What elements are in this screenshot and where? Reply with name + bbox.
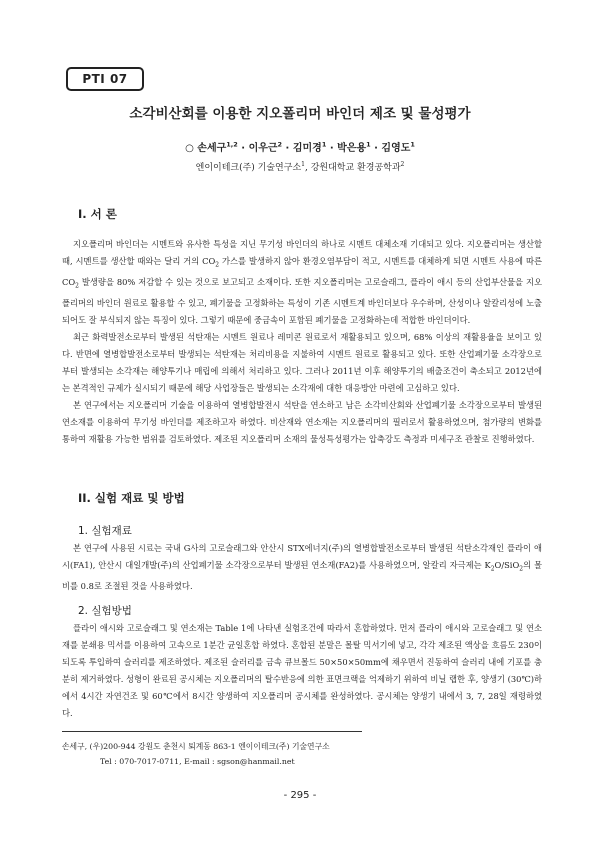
text-run: 지오폴리머 바인더는 시멘트와 유사한 특성을 지닌 무기성 바인더의 하나로 시멘트 대체소재 기대되고 있다. 지오폴리머는 생산할 때, 시멘트를 생산할 때와는 달리 거의 CO	[62, 239, 542, 267]
presenter-mark: ○	[185, 143, 194, 154]
session-code: PTI 07	[82, 72, 128, 86]
materials-body	[62, 540, 542, 595]
page-number: - 295 -	[283, 790, 317, 801]
methods-paragraph: 플라이 애시와 고로슬래그 및 연소재는 Table 1에 나타낸 실험조건에 따라서 혼합하였다. 먼저 플라이 애시와 고로슬래그 및 연소재를 분쇄용 믹서를 이용하여 고속으로 1분간 균일혼합 하였다. 혼합된 분말은 몰탈 믹서기에 넣고, 각각 제조된 액상을 흐름도 230이 되도록 투입하여 슬러리를 제조하였다. 제조된 슬러리를 금속 큐브몰드 50×50×50mm에 채우면서 진동하여 슬러리 내에 기포를 충분히 제거하였다. 성형이 완료된 공시체는 지오폴리머의 탈수반응에 의한 표면크랙을 억제하기 위하여 비닐 랩한 후, 양생기 (30℃)하에서 4시간 자연건조 및 60℃에서 8시간 양생하여 지오폴리머 공시체를 완성하였다. 공시체는 양생기 내에서 3, 7, 28일 재령하였다.	[62, 623, 542, 719]
subscript: 2	[519, 565, 524, 573]
intro-body	[62, 236, 542, 448]
affiliation-1-sup: 1	[301, 161, 305, 168]
author-sup: 2	[277, 140, 283, 149]
author-separator: ·	[282, 143, 293, 154]
author-sup: 1	[321, 140, 327, 149]
footnote	[62, 739, 330, 769]
section-heading-intro: I. 서 론	[78, 207, 117, 221]
author-name: 박은용	[337, 143, 367, 154]
affiliation-1: 엔이이테크(주) 기술연구소	[195, 163, 302, 173]
intro-paragraph-2: 최근 화력발전소로부터 발생된 석탄재는 시멘트 원료나 레미콘 원료로서 재활용되고 있으며, 68% 이상의 재활용율을 보이고 있다. 반면에 열병합발전소로부터 발생되는 석탄재는 처리비용을 지불하여 시멘트 원료로 활용되고 있다. 또한 산업폐기물 소각장으로부터 발생되는 소각재는 해양투기나 매립에 의해서 처리하고 있다. 그러나 2011년 이후 해양투기의 배출조건이 축소되고 2012년에는 본격적인 규제가 실시되기 때문에 해당 사업장들은 발생되는 소각재에 대한 대응방안 마련에 고심하고 있다.	[62, 331, 542, 394]
author-name: 손세구	[197, 143, 227, 154]
footnote-contact: Tel : 070-7017-0711, E-mail : sgson@hanmail.net	[100, 757, 295, 766]
session-code-box	[66, 67, 144, 91]
subscript: 2	[490, 565, 495, 573]
affiliations	[0, 160, 600, 173]
affiliation-2-sup: 2	[400, 161, 405, 168]
intro-paragraph-1	[62, 236, 542, 329]
text-run: O/SiO	[494, 560, 520, 571]
author-sup: 1,2	[226, 140, 238, 149]
author-separator: ·	[370, 143, 382, 154]
affiliation-separator: ,	[304, 163, 311, 173]
text-run: 본 연구에 사용된 시료는 국내 G사의 고로슬래그와 안산시 STX에너지(주)의 열병합발전소로부터 발생된 석탄소각재인 플라이 애시(FA1), 안산시 대일개발(주)의 산업폐기물 소각장으로부터 발생된 연소재(FA2)를 사용하였으며, 알칼리 자극제는 K	[62, 543, 542, 571]
intro-paragraph-3: 본 연구에서는 지오폴리머 기술을 이용하여 열병합발전시 석탄을 연소하고 남은 소각비산회와 산업폐기물 소각장으로부터 발생된 연소재를 이용하여 무기성 바인더를 제조하고자 하였다. 비산재와 연소재는 지오폴리머의 필러로서 활용하였으며, 첨가량의 변화를 통하여 재활용 가능한 범위를 검토하였다. 제조된 지오폴리머 소재의 물성특성평가는 압축강도 측정과 미세구조 관찰로 진행하였다.	[62, 400, 542, 445]
subsection-heading-methods: 2. 실험방법	[78, 605, 132, 617]
affiliation-2: 강원대학교 환경공학과	[310, 163, 401, 173]
author-list	[0, 139, 600, 154]
author-separator: ·	[326, 143, 338, 154]
author-sup: 1	[366, 140, 371, 149]
author-sup: 1	[410, 140, 415, 149]
methods-body	[62, 620, 542, 723]
footnote-address: 손세구, (우)200-944 강원도 춘천시 퇴계동 863-1 엔이이테크(주) 기술연구소	[62, 742, 330, 751]
materials-paragraph	[62, 540, 542, 595]
author-name: 김영도	[381, 143, 411, 154]
section-heading-methods: II. 실험 재료 및 방법	[78, 491, 185, 505]
text-run: 발생량을 80% 저감할 수 있는 것으로 보고되고 소재이다. 또한 지오폴리머는 고로슬래그, 플라이 애시 등의 산업부산물을 지오폴리머의 바인더 원료로 활용할 수 있고, 폐기물을 고정화하는 특성이 기존 시멘트계 바인더보다 우수하며, 산성이나 알칼리성에 노출되어도 잘 부식되지 않는 특징이 있다. 그렇기 때문에 중금속이 포함된 폐기물을 고정화하는데 적합한 바인더이다.	[62, 276, 542, 325]
text-run: 가스를 발생하지 않아 환경오염부담이 적고, 시멘트를 대체하게 되면 시멘트 사용에 따른 CO	[62, 256, 542, 287]
author-name: 김미경	[292, 143, 322, 154]
author-name: 이우근	[248, 143, 278, 154]
footnote-divider	[62, 731, 362, 732]
author-separator: ·	[237, 143, 249, 154]
subscript: 2	[215, 261, 220, 269]
text-run: 의 몰비를 0.8로 조절된 것을 사용하였다.	[62, 560, 542, 591]
subscript: 2	[75, 282, 79, 290]
subsection-heading-materials: 1. 실험재료	[78, 525, 132, 537]
paper-title: 소각비산회를 이용한 지오폴리머 바인더 제조 및 물성평가	[129, 106, 471, 122]
